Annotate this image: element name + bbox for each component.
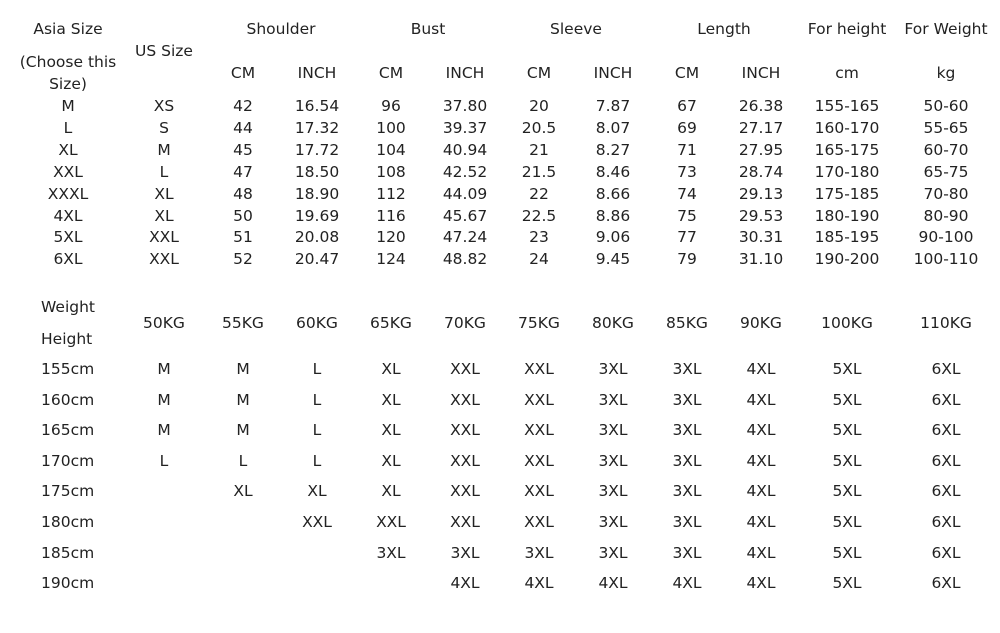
fit-size-cell: 6XL: [931, 390, 961, 409]
fit-size-cell: M: [236, 421, 250, 440]
size-cell: 42.52: [442, 162, 488, 181]
size-cell: 71: [677, 140, 697, 159]
fit-size-cell: L: [312, 421, 322, 440]
unit-label: CM: [378, 64, 404, 82]
weight-header: 100KG: [821, 314, 873, 332]
fit-size-cell: 3XL: [598, 482, 628, 501]
size-cell: 65-75: [923, 162, 969, 181]
size-cell: 18.50: [294, 162, 340, 181]
fit-size-cell: 3XL: [672, 543, 702, 562]
fit-size-cell: 5XL: [832, 451, 862, 470]
header-length: Length: [697, 20, 751, 38]
weight-header: 65KG: [370, 314, 412, 332]
size-cell: 6XL: [53, 250, 83, 269]
size-cell: 20.5: [521, 118, 557, 137]
size-cell: 21: [529, 140, 549, 159]
size-cell: 165-175: [814, 140, 880, 159]
size-cell: 29.53: [738, 206, 784, 225]
fit-size-cell: 5XL: [832, 574, 862, 593]
fit-size-cell: 5XL: [832, 390, 862, 409]
fit-size-cell: XXL: [450, 451, 480, 470]
fit-size-cell: 3XL: [376, 543, 406, 562]
fit-size-cell: 6XL: [931, 543, 961, 562]
fit-size-cell: 6XL: [931, 482, 961, 501]
size-cell: 69: [677, 118, 697, 137]
weight-header: 110KG: [920, 314, 972, 332]
fit-size-cell: 4XL: [450, 574, 480, 593]
size-cell: S: [159, 118, 169, 137]
fit-size-cell: XXL: [524, 482, 554, 501]
size-cell: XL: [154, 184, 174, 203]
fit-size-cell: 6XL: [931, 360, 961, 378]
fit-size-cell: 4XL: [524, 574, 554, 593]
height-label: 155cm: [41, 360, 95, 378]
unit-label: cm: [835, 64, 859, 82]
size-cell: L: [63, 118, 73, 137]
fit-size-cell: XXL: [450, 513, 480, 531]
size-cell: 80-90: [923, 206, 969, 225]
weight-header: 90KG: [740, 314, 782, 332]
fit-size-cell: XL: [381, 451, 401, 470]
height-label: 175cm: [41, 482, 95, 501]
size-cell: 48.82: [442, 250, 488, 269]
size-cell: 96: [381, 97, 401, 115]
fit-size-cell: M: [157, 390, 171, 409]
fit-size-cell: XXL: [524, 390, 554, 409]
size-cell: 21.5: [521, 162, 557, 181]
size-cell: 104: [376, 140, 406, 159]
size-cell: 16.54: [294, 97, 340, 115]
height-label: 170cm: [41, 451, 95, 470]
fit-size-cell: 5XL: [832, 513, 862, 531]
fit-size-cell: 3XL: [672, 390, 702, 409]
size-cell: 19.69: [294, 206, 340, 225]
size-cell: 100-110: [913, 250, 979, 269]
fit-size-cell: XXL: [524, 421, 554, 440]
fit-size-cell: XL: [381, 390, 401, 409]
size-cell: 47.24: [442, 228, 488, 247]
weight-header: 55KG: [222, 314, 264, 332]
fit-size-cell: M: [157, 360, 171, 378]
header-choose-note-line1: (Choose this: [19, 53, 117, 71]
unit-label: CM: [230, 64, 256, 82]
size-cell: 18.90: [294, 184, 340, 203]
size-cell: 8.27: [595, 140, 631, 159]
size-cell: 20.47: [294, 250, 340, 269]
size-cell: 44.09: [442, 184, 488, 203]
size-cell: 100: [376, 118, 406, 137]
fit-size-cell: XXL: [450, 421, 480, 440]
size-cell: 31.10: [738, 250, 784, 269]
fit-size-cell: 3XL: [598, 513, 628, 531]
weight-header: 80KG: [592, 314, 634, 332]
fit-size-cell: L: [238, 451, 248, 470]
fit-size-cell: 5XL: [832, 360, 862, 378]
header-asia-size: Asia Size: [33, 20, 103, 38]
size-cell: 67: [677, 97, 697, 115]
fit-size-cell: 3XL: [672, 360, 702, 378]
size-cell: 48: [233, 184, 253, 203]
size-cell: 124: [376, 250, 406, 269]
fit-size-cell: XXL: [524, 451, 554, 470]
unit-label: INCH: [593, 64, 633, 82]
fit-size-cell: 3XL: [672, 513, 702, 531]
size-cell: 160-170: [814, 118, 880, 137]
fit-size-cell: 4XL: [746, 421, 776, 440]
header-choose-note-line2: Size): [49, 75, 87, 93]
size-cell: 7.87: [595, 97, 631, 115]
size-cell: 60-70: [923, 140, 969, 159]
size-cell: 8.66: [595, 184, 631, 203]
size-cell: 185-195: [814, 228, 880, 247]
fit-size-cell: 3XL: [450, 543, 480, 562]
size-cell: 74: [677, 184, 697, 203]
size-cell: 37.80: [442, 97, 488, 115]
header-shoulder: Shoulder: [246, 20, 316, 38]
unit-label: INCH: [741, 64, 781, 82]
header-for-height: For height: [807, 20, 887, 38]
fit-size-cell: M: [236, 360, 250, 378]
fit-size-cell: L: [312, 360, 322, 378]
size-cell: 9.06: [595, 228, 631, 247]
size-cell: 17.72: [294, 140, 340, 159]
weight-header: 50KG: [143, 314, 185, 332]
unit-label: kg: [936, 64, 956, 82]
size-cell: 75: [677, 206, 697, 225]
weight-header: 75KG: [518, 314, 560, 332]
height-label: 160cm: [41, 390, 95, 409]
size-cell: 79: [677, 250, 697, 269]
size-cell: XXL: [149, 250, 179, 269]
size-cell: 180-190: [814, 206, 880, 225]
fit-size-cell: XXL: [302, 513, 332, 531]
size-cell: 9.45: [595, 250, 631, 269]
size-cell: 4XL: [53, 206, 83, 225]
size-cell: XS: [153, 97, 175, 115]
size-cell: 77: [677, 228, 697, 247]
size-cell: 8.86: [595, 206, 631, 225]
weight-header: 70KG: [444, 314, 486, 332]
fit-size-cell: 4XL: [746, 574, 776, 593]
unit-label: CM: [526, 64, 552, 82]
fit-size-cell: L: [312, 451, 322, 470]
fit-size-cell: XXL: [450, 390, 480, 409]
size-cell: XL: [58, 140, 78, 159]
size-cell: 155-165: [814, 97, 880, 115]
size-cell: 29.13: [738, 184, 784, 203]
size-cell: 90-100: [918, 228, 974, 247]
size-cell: 40.94: [442, 140, 488, 159]
fit-size-cell: 4XL: [746, 390, 776, 409]
size-cell: 52: [233, 250, 253, 269]
size-cell: 8.46: [595, 162, 631, 181]
unit-label: INCH: [445, 64, 485, 82]
size-cell: 73: [677, 162, 697, 181]
size-cell: 20.08: [294, 228, 340, 247]
size-cell: 50: [233, 206, 253, 225]
size-cell: 170-180: [814, 162, 880, 181]
fit-size-cell: XL: [381, 482, 401, 501]
size-cell: 175-185: [814, 184, 880, 203]
size-cell: 42: [233, 97, 253, 115]
unit-label: CM: [674, 64, 700, 82]
fit-size-cell: XL: [381, 421, 401, 440]
size-cell: L: [159, 162, 169, 181]
fit-size-cell: XL: [307, 482, 327, 501]
size-cell: 44: [233, 118, 253, 137]
fit-size-cell: 4XL: [598, 574, 628, 593]
size-cell: M: [157, 140, 171, 159]
weight-header: 60KG: [296, 314, 338, 332]
fit-size-cell: 4XL: [746, 482, 776, 501]
size-cell: 20: [529, 97, 549, 115]
size-cell: 120: [376, 228, 406, 247]
fit-size-cell: 5XL: [832, 543, 862, 562]
size-cell: XXL: [53, 162, 83, 181]
size-cell: 51: [233, 228, 253, 247]
fit-size-cell: 3XL: [598, 543, 628, 562]
size-cell: 45: [233, 140, 253, 159]
fit-size-cell: L: [312, 390, 322, 409]
size-cell: XL: [154, 206, 174, 225]
fit-size-cell: XL: [233, 482, 253, 501]
fit-size-cell: 3XL: [524, 543, 554, 562]
fit-size-cell: 3XL: [598, 390, 628, 409]
size-cell: XXXL: [47, 184, 89, 203]
fit-weight-label: Weight: [41, 298, 96, 316]
fit-size-cell: M: [236, 390, 250, 409]
size-cell: 22: [529, 184, 549, 203]
size-cell: 27.17: [738, 118, 784, 137]
fit-size-cell: 3XL: [598, 421, 628, 440]
fit-size-cell: L: [159, 451, 169, 470]
fit-size-cell: 6XL: [931, 421, 961, 440]
size-cell: 8.07: [595, 118, 631, 137]
fit-size-cell: 6XL: [931, 451, 961, 470]
size-cell: 190-200: [814, 250, 880, 269]
size-cell: 23: [529, 228, 549, 247]
size-cell: 55-65: [923, 118, 969, 137]
size-cell: 108: [376, 162, 406, 181]
fit-size-cell: XXL: [376, 513, 406, 531]
fit-size-cell: 3XL: [672, 421, 702, 440]
fit-size-cell: XXL: [450, 482, 480, 501]
fit-size-cell: 4XL: [746, 513, 776, 531]
header-for-weight: For Weight: [904, 20, 988, 38]
size-cell: 26.38: [738, 97, 784, 115]
size-cell: 22.5: [521, 206, 557, 225]
fit-size-cell: 5XL: [832, 482, 862, 501]
size-cell: 50-60: [923, 97, 969, 115]
size-cell: M: [61, 97, 75, 115]
size-cell: 17.32: [294, 118, 340, 137]
fit-size-cell: 3XL: [598, 451, 628, 470]
fit-size-cell: 3XL: [672, 451, 702, 470]
fit-size-cell: 3XL: [672, 482, 702, 501]
header-sleeve: Sleeve: [550, 20, 602, 38]
size-cell: 30.31: [738, 228, 784, 247]
size-cell: 5XL: [53, 228, 83, 247]
unit-label: INCH: [297, 64, 337, 82]
fit-height-label: Height: [41, 330, 93, 348]
size-cell: 70-80: [923, 184, 969, 203]
fit-size-cell: 4XL: [672, 574, 702, 593]
fit-size-cell: 4XL: [746, 451, 776, 470]
size-cell: 28.74: [738, 162, 784, 181]
height-label: 190cm: [41, 574, 95, 593]
fit-size-cell: 4XL: [746, 360, 776, 378]
fit-size-cell: 5XL: [832, 421, 862, 440]
size-cell: 24: [529, 250, 549, 269]
fit-size-cell: XL: [381, 360, 401, 378]
size-cell: 27.95: [738, 140, 784, 159]
header-bust: Bust: [410, 20, 446, 38]
fit-size-cell: 6XL: [931, 574, 961, 593]
fit-size-cell: 4XL: [746, 543, 776, 562]
height-label: 165cm: [41, 421, 95, 440]
size-cell: 112: [376, 184, 406, 203]
size-cell: XXL: [149, 228, 179, 247]
fit-size-cell: 3XL: [598, 360, 628, 378]
header-us-size: US Size: [135, 42, 193, 60]
size-cell: 45.67: [442, 206, 488, 225]
height-label: 180cm: [41, 513, 95, 531]
size-cell: 116: [376, 206, 406, 225]
fit-size-cell: 6XL: [931, 513, 961, 531]
fit-size-cell: XXL: [524, 513, 554, 531]
height-label: 185cm: [41, 543, 95, 562]
size-cell: 39.37: [442, 118, 488, 137]
fit-size-cell: XXL: [450, 360, 480, 378]
weight-header: 85KG: [666, 314, 708, 332]
fit-size-cell: XXL: [524, 360, 554, 378]
size-cell: 47: [233, 162, 253, 181]
fit-size-cell: M: [157, 421, 171, 440]
